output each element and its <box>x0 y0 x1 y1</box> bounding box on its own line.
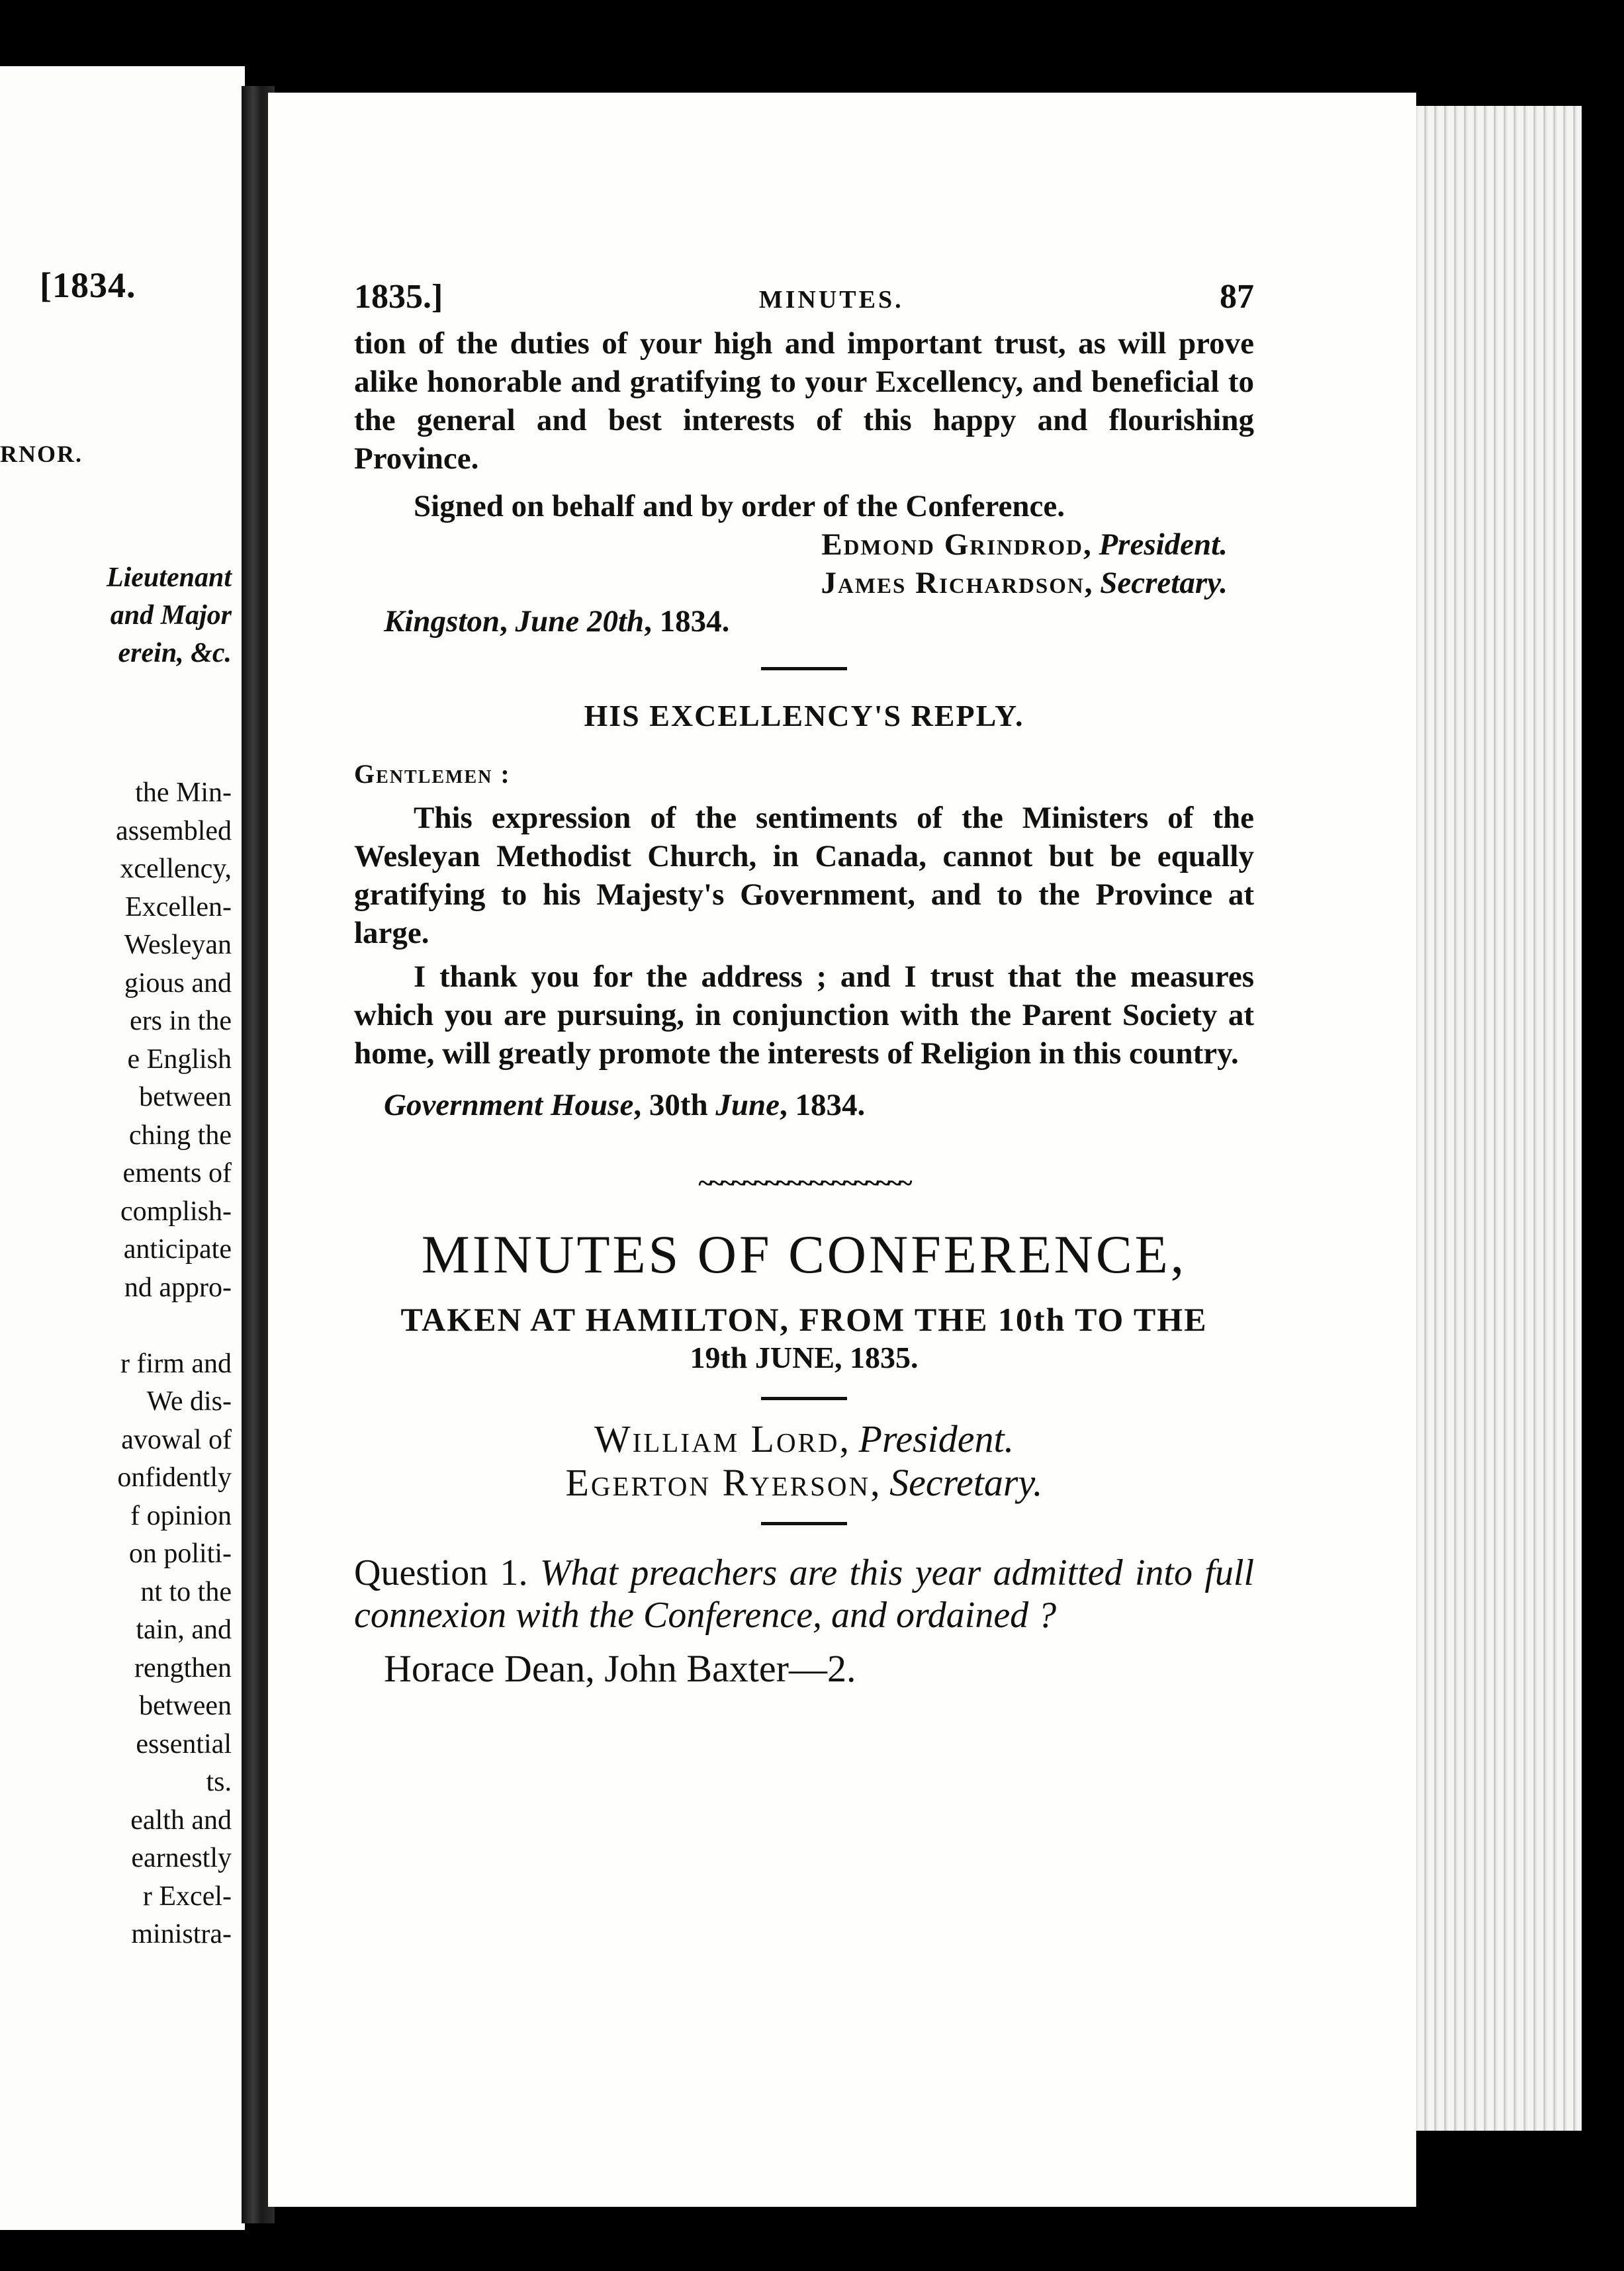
left-page-line: complish- <box>120 1196 232 1227</box>
reply-paragraph: I thank you for the address ; and I trust that the measures which you are pursuing, in conjunction with the Parent Society at home, will greatly promote the interests of Religion in this country. <box>354 959 1254 1071</box>
left-page-line: anticipate <box>123 1234 232 1265</box>
left-page-line: r Excel- <box>142 1881 232 1912</box>
left-page-line: earnestly <box>131 1843 232 1873</box>
reply-paragraph: This expression of the sentiments of the Ministers of the Wesleyan Methodist Church, in Canada, cannot but be equally gratifying to his Majesty's Government, and to the Province at large. <box>354 801 1254 950</box>
signature-name: James Richardson <box>821 566 1085 600</box>
place-name: Government House <box>384 1088 634 1122</box>
signature-president: Edmond Grindrod, President. <box>821 527 1228 562</box>
signature-role: President. <box>1099 527 1228 562</box>
left-page-line: nd appro- <box>124 1272 232 1303</box>
signed-note: Signed on behalf and by order of the Conference. <box>414 489 1065 523</box>
left-page-line: erein, &c. <box>118 638 232 668</box>
left-page-line: ts. <box>206 1767 232 1797</box>
left-page-line: on politi- <box>128 1538 232 1569</box>
question-1 <box>354 1552 1254 1636</box>
reply-salutation: Gentlemen : <box>354 759 511 789</box>
place-day: 30th <box>649 1088 708 1122</box>
officer-role: President. <box>858 1417 1015 1460</box>
question-label: Question 1. <box>354 1552 528 1593</box>
signature-role: Secretary. <box>1100 566 1228 600</box>
left-page-line: ements of <box>122 1158 232 1188</box>
question-text: What preachers are this year admitted into full connexion with the Conference, and ordained ? <box>354 1552 1254 1636</box>
left-page-line: essential <box>136 1728 232 1759</box>
page-content <box>354 278 1254 1688</box>
left-page-line: Wesleyan <box>124 930 232 960</box>
left-page-line: r firm and <box>120 1348 232 1379</box>
left-page-line: rengthen <box>134 1652 232 1683</box>
officer-secretary: Egerton Ryerson, Secretary. <box>565 1461 1043 1504</box>
address-place-date: Kingston, June 20th, 1834. <box>384 604 730 639</box>
left-page <box>0 66 245 2230</box>
officer-role: Secretary. <box>889 1461 1043 1504</box>
address-paragraph: tion of the duties of your high and important trust, as will prove alike honorable and gratifying to your Excellency, and beneficial to the general and best interests of this happy and flourishing Province. <box>354 326 1254 476</box>
place-day: 20th <box>586 604 645 639</box>
left-page-line: f opinion <box>130 1500 232 1531</box>
left-page-line: between <box>139 1082 232 1112</box>
section-rule <box>761 667 847 670</box>
minutes-title: MINUTES OF CONFERENCE, <box>421 1224 1187 1284</box>
left-page-line: Lieutenant <box>106 562 232 593</box>
left-page-line: ealth and <box>130 1804 232 1836</box>
header-title: MINUTES. <box>758 286 904 314</box>
left-page-line: ministra- <box>131 1919 232 1949</box>
place-month: June <box>515 604 580 639</box>
signature-secretary: James Richardson, Secretary. <box>821 566 1228 600</box>
left-page-line: onfidently <box>117 1462 232 1493</box>
running-header <box>354 278 1254 324</box>
place-year: 1834. <box>795 1088 866 1122</box>
place-year: 1834. <box>659 604 730 639</box>
signature-name: Edmond Grindrod <box>821 527 1083 562</box>
officer-name: Egerton Ryerson <box>565 1461 871 1504</box>
place-month: June <box>715 1088 780 1122</box>
left-page-line: and Major <box>110 600 232 631</box>
answer-1: Horace Dean, John Baxter—2. <box>384 1647 856 1690</box>
section-rule <box>761 1397 847 1400</box>
page-number: 87 <box>1219 278 1254 316</box>
reply-place-date: Government House, 30th June, 1834. <box>384 1088 866 1122</box>
left-page-line: nt to the <box>140 1576 232 1607</box>
page-edges <box>1410 106 1582 2131</box>
left-page-line: the Min- <box>135 778 232 808</box>
left-page-line: gious and <box>124 967 232 999</box>
left-page-header: [1834. <box>40 265 136 305</box>
minutes-subtitle: TAKEN AT HAMILTON, FROM THE 10th TO THE <box>400 1301 1208 1338</box>
left-page-line: We dis- <box>146 1386 232 1417</box>
left-page-line: between <box>139 1691 232 1721</box>
officer-president: William Lord, President. <box>594 1417 1015 1460</box>
left-page-line <box>0 1307 232 1345</box>
left-page-line: assembled <box>116 815 232 846</box>
section-rule <box>761 1522 847 1525</box>
left-page-line: tain, and <box>136 1615 232 1645</box>
left-page-fragment: RNOR. <box>0 441 83 467</box>
officer-name: William Lord <box>594 1417 840 1460</box>
ornamental-rule: ~~~~~~~~~~~~~~~~~~~ <box>698 1168 910 1198</box>
left-page-line: ers in the <box>130 1006 232 1036</box>
reply-heading: HIS EXCELLENCY'S REPLY. <box>584 699 1024 733</box>
place-city: Kingston <box>384 604 500 639</box>
left-page-line: xcellency, <box>120 854 232 884</box>
left-page-line: Excellen- <box>125 891 232 922</box>
header-year: 1835.] <box>354 278 443 316</box>
minutes-date: 19th JUNE, 1835. <box>690 1341 919 1374</box>
left-page-line: avowal of <box>121 1424 232 1455</box>
left-page-line: ching the <box>128 1120 232 1151</box>
left-page-line: e English <box>127 1044 232 1075</box>
